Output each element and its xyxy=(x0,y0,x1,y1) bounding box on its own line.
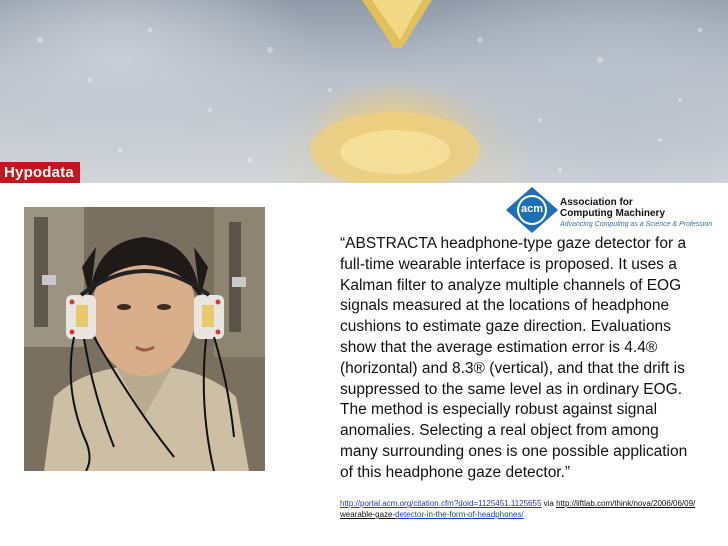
quote-line: “ABSTRACTA headphone-type gaze detector for a xyxy=(340,235,687,252)
quote-line: (horizontal) and 8.3® (vertical), and that the drift is xyxy=(340,359,685,377)
quote-line: of this headphone gaze detector.” xyxy=(340,463,571,481)
source-line-2 xyxy=(340,509,726,520)
quote-line: Kalman filter to analyze multiple channels of EOG xyxy=(340,276,682,294)
hypodata-tag: Hypodata xyxy=(0,162,80,183)
quote-line: full-time wearable interface is proposed. It uses a xyxy=(340,255,677,273)
acm-citation-link[interactable]: http://portal.acm.org/citation.cfm?doid=1125451.1125655 xyxy=(340,499,542,508)
person-with-headphone-detector-image xyxy=(24,207,265,471)
liftlab-link-part-2b[interactable]: detector-in-the-form-of-headphones/ xyxy=(395,510,524,519)
quote-line: show that the average estimation error is 4.4® xyxy=(340,338,658,356)
via-text: via xyxy=(541,499,557,508)
acm-logo xyxy=(506,187,713,233)
quote-line: suppressed to the same level as in ordinary EOG. xyxy=(340,380,683,398)
researcher-photo xyxy=(24,207,265,471)
acm-logo-name xyxy=(560,197,665,219)
quote-line: signals measured at the locations of headphone xyxy=(340,297,670,315)
acm-name-line-1: Association for xyxy=(560,197,633,208)
liftlab-link-part-1[interactable]: http://liftlab.com/think/nova/2006/06/09/ xyxy=(556,499,696,508)
quote-line: cushions to estimate gaze direction. Evaluations xyxy=(340,318,671,336)
liftlab-link-part-2a[interactable]: wearable-gaze- xyxy=(340,510,396,519)
source-citation xyxy=(340,498,726,520)
source-line-1 xyxy=(340,498,726,509)
header-banner-image xyxy=(0,0,728,183)
acm-tagline: Advancing Computing as a Science & Profession xyxy=(560,221,713,228)
abstract-quote xyxy=(340,234,726,484)
quote-line: The method is especially robust against signal xyxy=(340,401,658,419)
quote-line: many surrounding ones is one possible application xyxy=(340,442,688,460)
frosted-surface-graphic xyxy=(0,0,728,183)
acm-logo-mark: acm xyxy=(520,203,544,215)
acm-name-line-2: Computing Machinery xyxy=(560,208,666,219)
quote-line: anomalies. Selecting a real object from among xyxy=(340,422,659,440)
